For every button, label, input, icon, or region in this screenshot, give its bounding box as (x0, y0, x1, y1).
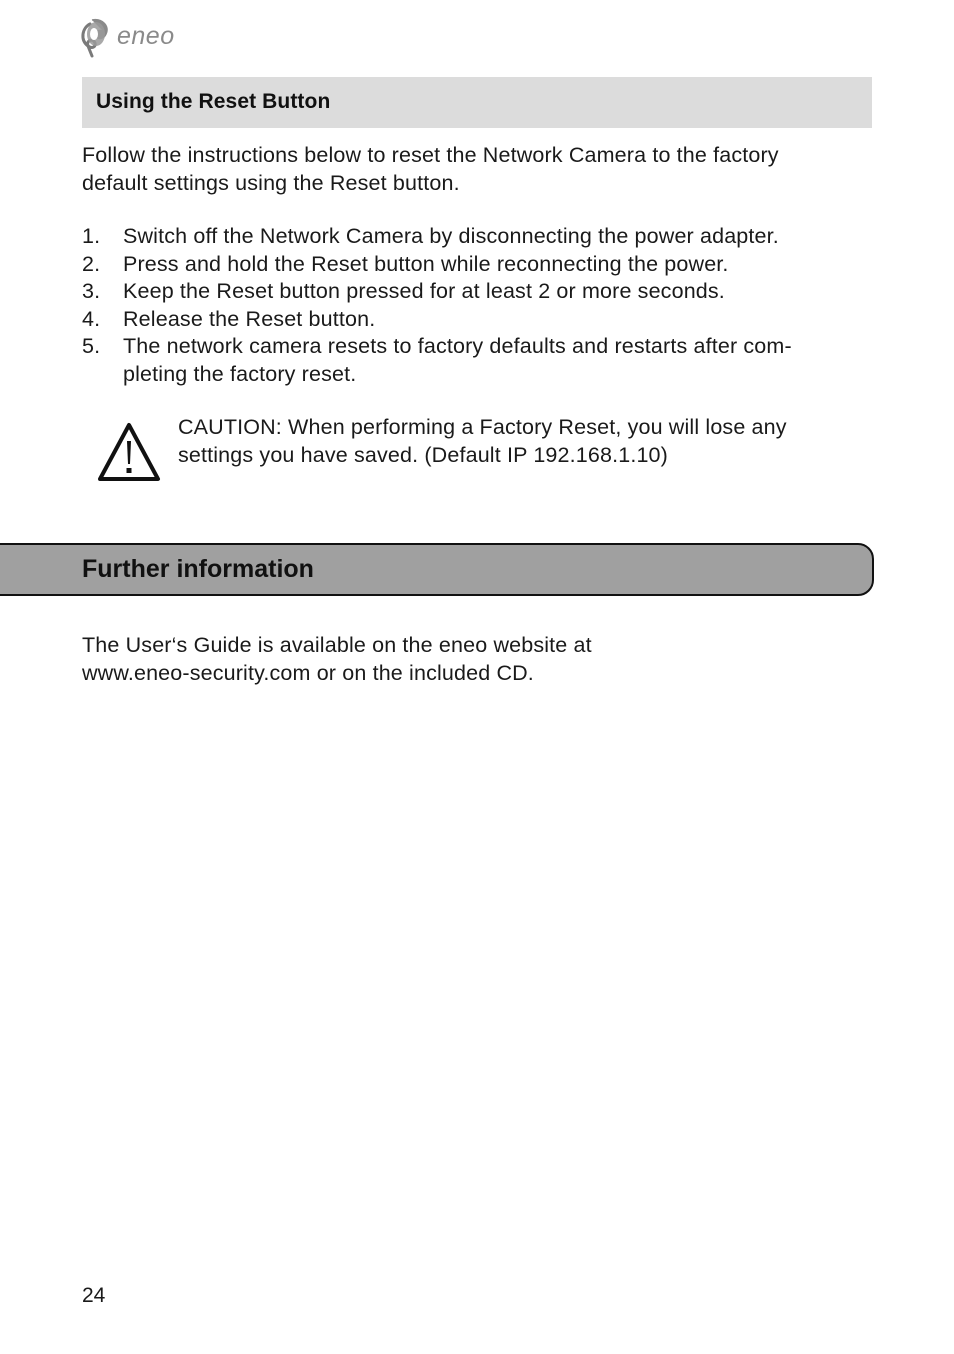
logo-text: eneo (117, 22, 175, 50)
step-line: Release the Reset button. (123, 306, 376, 331)
step-line: Keep the Reset button pressed for at least 2 or more seconds. (123, 279, 725, 303)
reset-intro (82, 142, 872, 197)
reset-heading: Using the Reset Button (96, 90, 331, 113)
step-text (123, 251, 872, 279)
step-line: The network camera resets to factory defaults and restarts after com- (123, 334, 792, 358)
further-info-bar (0, 543, 874, 596)
reset-step (82, 223, 872, 251)
reset-heading-bar (82, 77, 872, 128)
step-line: pleting the factory reset. (123, 361, 357, 386)
further-info-text (82, 632, 872, 687)
page-number: 24 (82, 1284, 106, 1307)
further-info-line-1: The User‘s Guide is available on the eneo website at (82, 633, 592, 657)
reset-step (82, 333, 872, 388)
reset-step (82, 306, 872, 334)
step-number: 4. (82, 306, 101, 331)
further-info-line-2: www.eneo-security.com or on the included CD. (82, 660, 534, 685)
step-text (123, 333, 872, 388)
step-number: 2. (82, 251, 101, 276)
reset-steps-list (82, 223, 872, 388)
step-number: 3. (82, 279, 101, 303)
step-line: Press and hold the Reset button while reconnecting the power. (123, 251, 729, 276)
caution-text (178, 414, 872, 469)
step-number: 5. (82, 334, 101, 358)
step-text (123, 278, 872, 306)
step-line: Switch off the Network Camera by disconnecting the power adapter. (123, 224, 779, 248)
reset-intro-line-2: default settings using the Reset button. (82, 170, 460, 195)
step-number: 1. (82, 224, 101, 248)
step-text (123, 306, 872, 334)
step-text (123, 223, 872, 251)
reset-step (82, 278, 872, 306)
caution-line-2: settings you have saved. (Default IP 192.168.1.10) (178, 442, 668, 467)
caution-line-1: CAUTION: When performing a Factory Reset, you will lose any (178, 415, 787, 439)
reset-intro-line-1: Follow the instructions below to reset the Network Camera to the factory (82, 143, 779, 167)
warning-triangle-icon (96, 421, 162, 484)
reset-step (82, 251, 872, 279)
eneo-logo (80, 16, 190, 60)
further-info-title: Further information (82, 555, 314, 583)
